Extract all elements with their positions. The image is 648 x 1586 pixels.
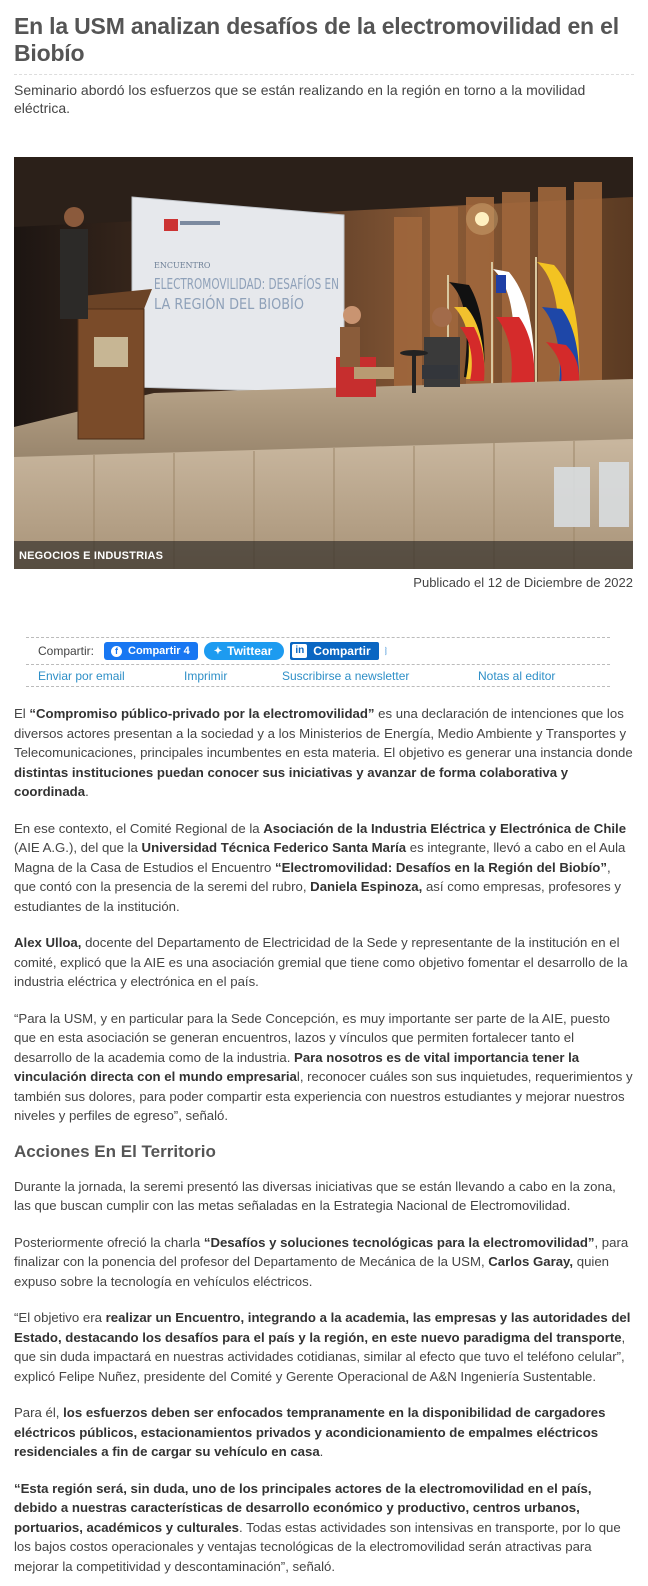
- twitter-share-label: Twittear: [227, 644, 273, 658]
- linkedin-icon: in: [292, 644, 307, 658]
- article-body: [14, 704, 634, 1576]
- slide-line-1: ENCUENTRO: [154, 261, 211, 270]
- print-link[interactable]: Imprimir: [184, 668, 228, 683]
- slide-line-3: LA REGIÓN DEL BIOBÍO: [154, 295, 329, 313]
- paragraph: En ese contexto, el Comité Regional de la Asociación de la Industria Eléctrica y Electrónica de Chile (AIE A.G.), del que la Universidad Técnica Federico Santa María es integrante, llevó a cabo en el Aula Magna de la Casa de Estudios el Encuentro “Electromovilidad: Desafíos en la Región del Biobío”, que contó con la presencia de la seremi del rubro, Daniela Espinoza, así como empresas, profesores y estudiantes de la institución.: [14, 820, 627, 914]
- share-bar: [26, 637, 610, 687]
- paragraph: “Para la USM, y en particular para la Sede Concepción, es muy importante ser parte de la AIE, puesto que en esta asociación se generan encuentros, lazos y vínculos que permiten fortalecer tanto el desarrollo de la academia como de la industria. Para nosotros es de vital importancia tener la vinculación directa con el mundo empresarial, reconocer cuáles son sus inquietudes, requerimientos y también sus dolores, para poder compartir esta experiencia con nuestros estudiantes y mejorar nuestros niveles y perfiles de egreso”, señaló.: [14, 1010, 633, 1123]
- article-title: En la USM analizan desafíos de la electromovilidad en el Biobío: [14, 0, 634, 75]
- article-tools-row: [26, 665, 610, 687]
- twitter-icon: ✦: [213, 645, 223, 657]
- facebook-share-label: Compartir 4: [128, 645, 190, 657]
- stage-photo-illustration: [14, 157, 633, 569]
- slide-line-2: ELECTROMOVILIDAD: DESAFÍOS EN: [154, 275, 419, 293]
- twitter-share-button[interactable]: [204, 642, 285, 660]
- share-label: Compartir:: [38, 644, 95, 658]
- facebook-icon: f: [111, 646, 122, 657]
- paragraph: Posteriormente ofreció la charla “Desafíos y soluciones tecnológicas para la electromovilidad”, para finalizar con la ponencia del profesor del Departamento de Mecánica de la USM, Carlos Garay, quien expuso sobre la tecnología en vehículos eléctricos.: [14, 1234, 629, 1289]
- paragraph: “Esta región será, sin duda, uno de los principales actores de la electromovilidad en el país, debido a nuestras características de desarrollo económico y productivo, centros urbanos, portuarios, académicos y culturales. Todas estas actividades son intensivas en transporte, por lo que los bajos costos operacionales y ventajas tecnológicas de la electromovilidad serán atractivas para mejorar la competitividad y descontaminación”, señaló.: [14, 1480, 621, 1574]
- share-buttons-row: [26, 637, 610, 665]
- paragraph: Alex Ulloa, docente del Departamento de Electricidad de la Sede y representante de la institución en el comité, explicó que la AIE es una asociación gremial que tiene como objetivo fomentar el desarrollo de la industria eléctrica y electrónica en el país.: [14, 935, 628, 989]
- linkedin-share-label: Compartir: [313, 644, 371, 658]
- rss-icon[interactable]: ⧘: [384, 643, 388, 658]
- newsletter-link[interactable]: Suscribirse a newsletter: [282, 668, 410, 683]
- article-photo: [14, 157, 633, 569]
- paragraph: “El objetivo era realizar un Encuentro, integrando a la academia, las empresas y las autoridades del Estado, destacando los desafíos para el país y la región, en este nuevo paradigma del transporte, que sin duda impactará en nuestras actividades cotidianas, similar al efecto que tuvo el teléfono celular”, explicó Felipe Nuñez, presidente del Comité y Gerente Operacional de A&N Ingeniería Sustentable.: [14, 1310, 631, 1384]
- linkedin-share-button[interactable]: [290, 642, 378, 660]
- published-date: Publicado el 12 de Diciembre de 2022: [413, 575, 633, 590]
- facebook-share-button[interactable]: [104, 642, 198, 660]
- image-category-caption: NEGOCIOS E INDUSTRIAS: [14, 541, 633, 569]
- paragraph: Para él, los esfuerzos deben ser enfocados tempranamente en la disponibilidad de cargadores eléctricos públicos, estacionamientos privados y acondicionamiento de empalmes eléctricos residenciales a fin de cargar su vehículo en casa.: [14, 1405, 606, 1459]
- paragraph: Durante la jornada, la seremi presentó las diversas iniciativas que se están llevando a cabo en la zona, las que buscan cumplir con las metas señaladas en la Estrategia Nacional de Electromovilidad.: [14, 1178, 616, 1213]
- article-subtitle: Seminario abordó los esfuerzos que se están realizando en la región en torno a la movilidad eléctrica.: [14, 82, 586, 116]
- paragraph: El “Compromiso público-privado por la electromovilidad” es una declaración de intenciones que los diversos actores presentan a la sociedad y a los Ministerios de Energía, Medio Ambiente y Transportes y Telecomunicaciones, principales incumbentes en esta materia. El objetivo es generar una instancia donde distintas instituciones puedan conocer sus iniciativas y avanzar de forma colaborativa y coordinada.: [14, 706, 633, 799]
- email-link[interactable]: Enviar por email: [38, 668, 125, 683]
- editor-notes-link[interactable]: Notas al editor: [478, 668, 556, 683]
- section-heading: Acciones En El Territorio: [14, 1141, 216, 1161]
